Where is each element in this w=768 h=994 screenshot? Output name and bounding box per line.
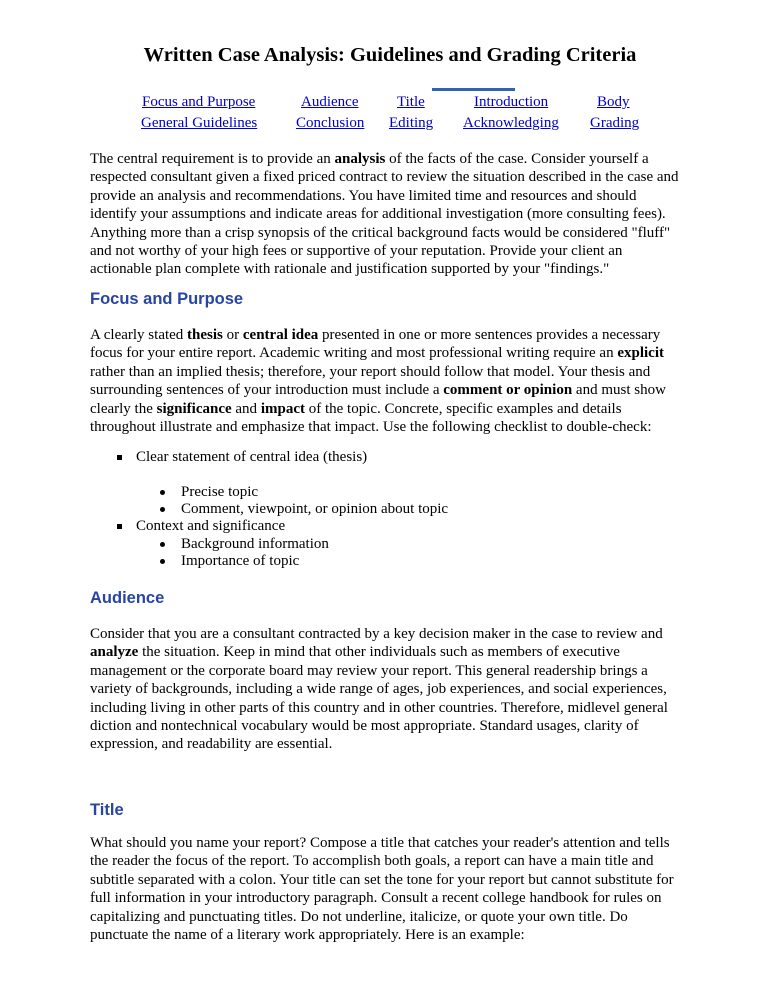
nav-link-editing[interactable]: Editing	[389, 115, 434, 131]
intro-paragraph	[90, 150, 680, 279]
focus-text: or	[222, 327, 243, 343]
list-item-label: Background information	[181, 536, 329, 552]
audience-paragraph	[90, 625, 680, 754]
nav-link-general-guidelines[interactable]: General Guidelines	[141, 115, 258, 131]
nav-link-focus-and-purpose[interactable]: Focus and Purpose	[142, 94, 256, 110]
title-paragraph: What should you name your report? Compose a title that catches your reader's attention and tells the reader the focus of the report. To accomplish both goals, a report can have a main title and subtitle separated with a colon. Your title can set the tone for your report but cannot substitute for full information in your introductory paragraph. Consult a recent college handbook for rules on capitalizing and punctuating titles. Do not underline, italicize, or quote your own title. Do punctuate the name of a literary work appropriately. Here is an example:	[90, 835, 674, 944]
list-item-label: Importance of topic	[181, 553, 300, 569]
focus-text: rather than an implied thesis; therefore, your report should follow that model. Your thesis and surrounding sentences of your introduction must include a	[90, 363, 651, 399]
nav-link-title[interactable]: Title	[397, 94, 425, 110]
nav-link-introduction[interactable]: Introduction	[474, 94, 549, 110]
nav-link-conclusion[interactable]: Conclusion	[296, 115, 365, 131]
heading-focus-and-purpose: Focus and Purpose	[90, 290, 244, 308]
round-bullet-icon	[160, 559, 165, 564]
intro-text: The central requirement is to provide an	[90, 151, 335, 167]
list-item-label: Context and significance	[136, 518, 286, 534]
focus-text: and must show clearly the	[90, 382, 666, 417]
round-bullet-icon	[160, 490, 165, 495]
focus-bold-explicit: explicit	[617, 345, 664, 362]
page-title: Written Case Analysis: Guidelines and Grading Criteria	[143, 44, 637, 66]
nav-link-audience[interactable]: Audience	[301, 94, 359, 110]
intro-bold-analysis: analysis	[334, 151, 386, 167]
square-bullet-icon	[117, 455, 122, 460]
nav-link-acknowledging[interactable]: Acknowledging	[463, 115, 559, 131]
nav-link-body[interactable]: Body	[597, 94, 630, 110]
focus-text: of the topic. Concrete, specific examples and details throughout illustrate and emphasize that impact. Use the following checklist to double-check:	[90, 400, 652, 436]
focus-text: and	[231, 400, 261, 417]
nav-link-grading[interactable]: Grading	[590, 115, 640, 131]
list-item-label: Comment, viewpoint, or opinion about topic	[181, 501, 449, 517]
focus-bold-thesis: thesis	[187, 327, 223, 343]
square-bullet-icon	[117, 524, 122, 529]
audience-bold-analyze: analyze	[90, 644, 139, 661]
audience-text: Consider that you are a consultant contracted by a key decision maker in the case to review and	[90, 626, 663, 642]
list-item-label: Clear statement of central idea (thesis)	[136, 449, 368, 465]
focus-bold-comment-or-opinion: comment or opinion	[443, 382, 573, 399]
audience-text: the situation. Keep in mind that other individuals such as members of executive management or the corporate board may review your report. This general readership brings a variety of backgrounds, including a wide range of ages, job experiences, and social experiences, including living in other parts of this country and in other countries. Therefore, midlevel general diction and nontechnical vocabulary would be most appropriate. Standard usages, clarity of expression, and readability are essential.	[90, 644, 668, 753]
focus-bold-impact: impact	[260, 400, 305, 417]
round-bullet-icon	[160, 507, 165, 512]
focus-bold-significance: significance	[156, 400, 232, 417]
list-item-label: Precise topic	[181, 484, 259, 500]
focus-bold-central-idea: central idea	[242, 327, 319, 343]
heading-audience: Audience	[90, 589, 165, 607]
intro-text-rest: of the facts of the case. Consider yourself a respected consultant given a fixed priced contract to review the situation described in the case and provide an analysis and recommendations. You have limited time and resources and should identify your assumptions and indicate areas for additional investigation (more consulting fees). Anything more than a crisp synopsis of the critical background facts would be considered "fluff" and not worthy of your high fees or supportive of your reputation. Provide your client an actionable plan complete with rationale and justification supported by your "findings."	[90, 151, 679, 278]
heading-title: Title	[90, 801, 124, 819]
focus-paragraph	[90, 326, 680, 436]
focus-text: A clearly stated	[90, 327, 188, 343]
title-underline-rule	[432, 88, 515, 91]
focus-text: presented in one or more sentences provides a necessary focus for your entire report. Academic writing and most professional writing require an	[90, 327, 661, 362]
round-bullet-icon	[160, 542, 165, 547]
